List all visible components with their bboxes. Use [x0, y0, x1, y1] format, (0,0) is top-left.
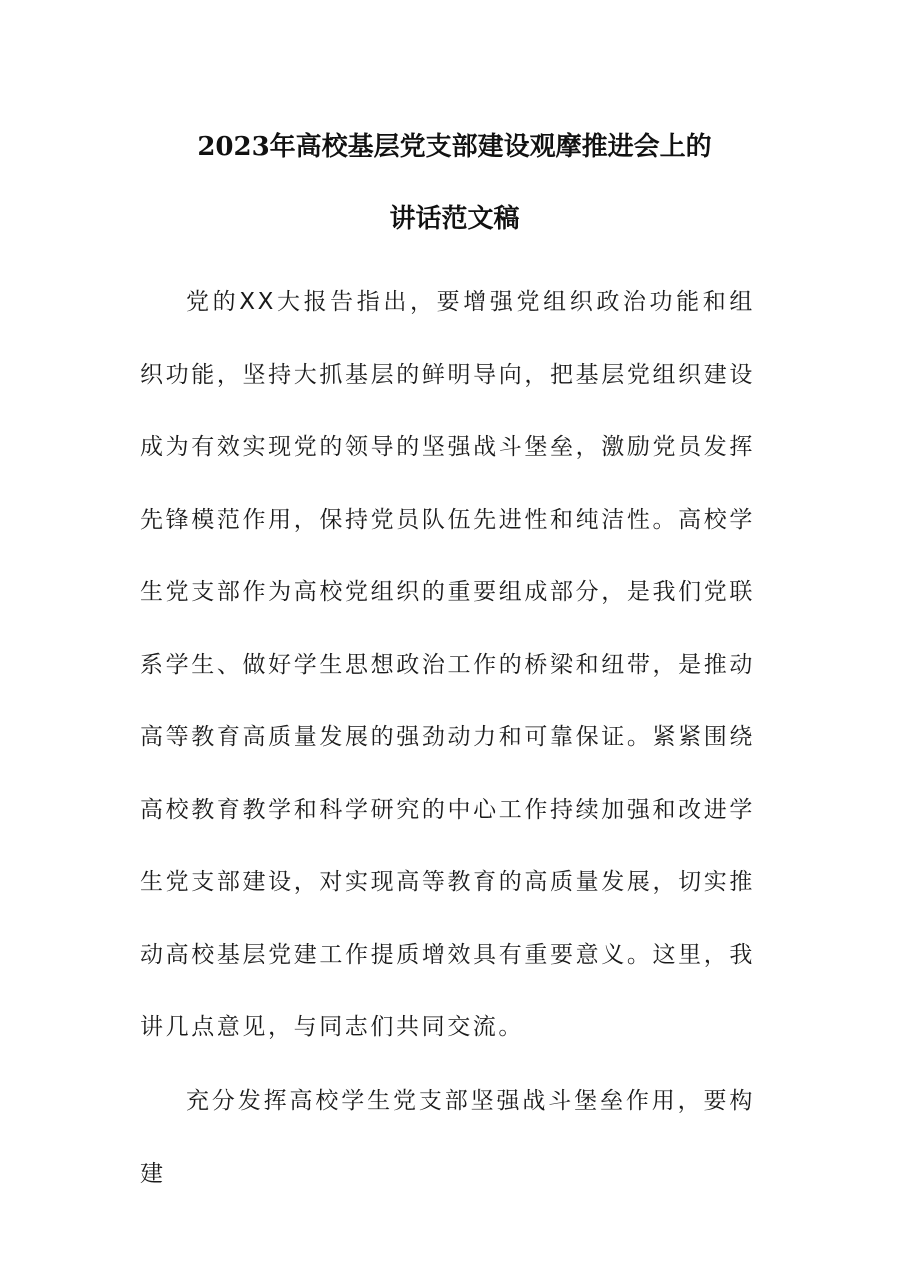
document-title-line-2: 讲话范文稿 [389, 204, 520, 234]
body-paragraph: 党的XX大报告指出，要增强党组织政治功能和组织功能，坚持大抓基层的鲜明导向，把基层党组织建设成为有效实现党的领导的坚强战斗堡垒，激励党员发挥先锋模范作用，保持党员队伍先进性和纯洁性。高校学生党支部作为高校党组织的重要组成部分，是我们党联系学生、做好学生思想政治工作的桥梁和纽带，是推动高等教育高质量发展的强劲动力和可靠保证。紧紧围绕高校教育教学和科学研究的中心工作持续加强和改进学生党支部建设，对实现高等教育的高质量发展，切实推动高校基层党建工作提质增效具有重要意义。这里，我讲几点意见，与同志们共同交流。 [140, 289, 755, 1040]
body-paragraph: 充分发挥高校学生党支部坚强战斗堡垒作用，要构建 [140, 1088, 755, 1187]
document-title-line-1: 2023年高校基层党支部建设观摩推进会上的 [197, 132, 712, 162]
